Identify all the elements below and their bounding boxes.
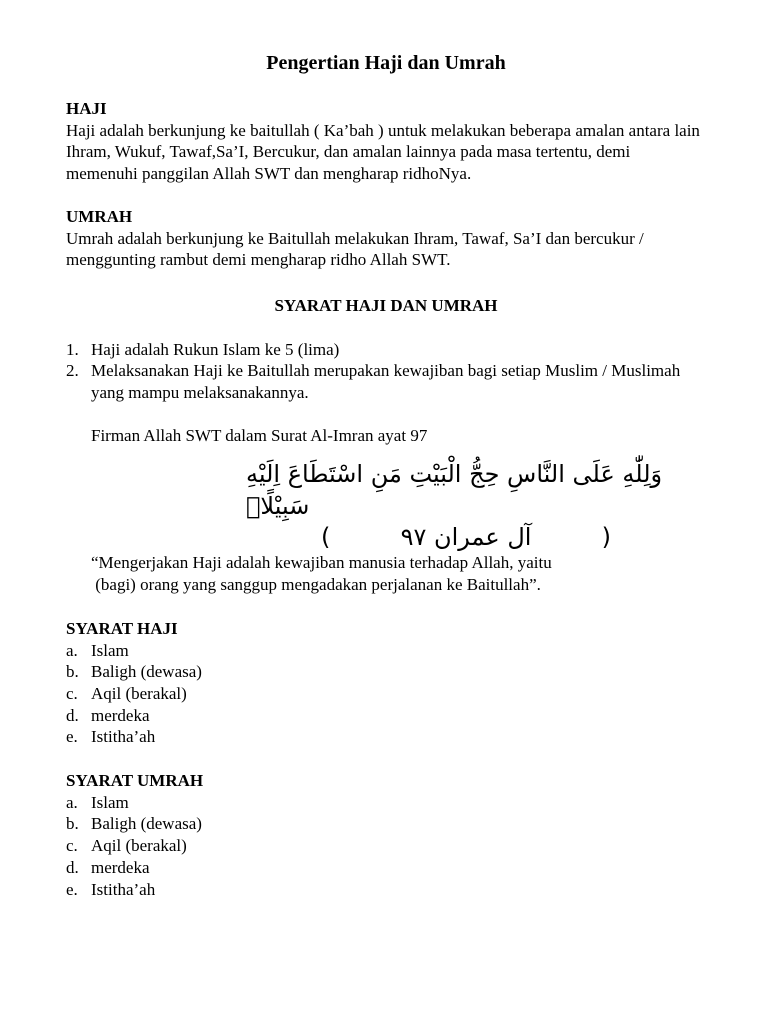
arabic-verse: وَلِلّٰهِ عَلَى النَّاسِ حِجُّ الْبَيْتِ مَنِ اسْتَطَاعَ اِلَيْهِ سَبِيْلًاۗ — [246, 460, 663, 521]
list-marker: c. — [66, 683, 78, 703]
list-item — [66, 360, 706, 403]
ref-paren-close: ) — [321, 523, 331, 552]
haji-heading: HAJI — [66, 99, 107, 118]
list-item — [66, 813, 706, 835]
haji-definition: Haji adalah berkunjung ke baitullah ( Ka’bah ) untuk melakukan beberapa amalan antara lain Ihram, Wukuf, Tawaf,Sa’I, Bercukur, dan amalan lainnya pada masa tertentu, demi memenuhi panggilan Allah SWT dan mengharap ridhoNya. — [66, 120, 700, 184]
translation-line-2: (bagi) orang yang sanggup mengadakan perjalanan ke Baitullah”. — [91, 575, 541, 595]
list-item-text: Aqil (berakal) — [91, 683, 187, 703]
list-item-text: Islam — [91, 792, 129, 812]
list-marker: d. — [66, 857, 79, 877]
list-item-text: Baligh (dewasa) — [91, 814, 202, 834]
syarat-section-title: SYARAT HAJI DAN UMRAH — [274, 295, 498, 315]
numbered-list — [66, 339, 706, 404]
list-item-text: Aqil (berakal) — [91, 836, 187, 856]
list-item — [66, 640, 706, 662]
translation-line-1: “Mengerjakan Haji adalah kewajiban manusia terhadap Allah, yaitu — [91, 553, 552, 573]
document-page — [66, 50, 706, 900]
arabic-verse-reference — [321, 522, 611, 552]
list-marker: b. — [66, 814, 79, 834]
list-item — [66, 726, 706, 748]
ref-paren-open: ( — [601, 523, 611, 552]
list-item-text: Istitha’ah — [91, 727, 156, 747]
list-marker: e. — [66, 727, 78, 747]
syarat-umrah-list — [66, 792, 706, 901]
syarat-umrah-section — [66, 770, 706, 900]
list-item — [66, 661, 706, 683]
list-item-text: merdeka — [91, 705, 150, 725]
list-item — [66, 857, 706, 879]
list-item — [66, 792, 706, 814]
list-marker: a. — [66, 792, 78, 812]
list-item — [66, 835, 706, 857]
list-marker: d. — [66, 705, 79, 725]
umrah-section — [66, 206, 706, 271]
list-item-text: Islam — [91, 640, 129, 660]
ref-surah: آل عمران ٩٧ — [400, 523, 532, 552]
syarat-haji-section — [66, 618, 706, 748]
list-marker: e. — [66, 879, 78, 899]
list-item-text: Baligh (dewasa) — [91, 662, 202, 682]
list-marker: a. — [66, 640, 78, 660]
list-item-text: Haji adalah Rukun Islam ke 5 (lima) — [91, 339, 340, 359]
list-item — [66, 339, 706, 361]
list-marker: 2. — [66, 361, 79, 381]
syarat-haji-list — [66, 640, 706, 749]
firman-intro: Firman Allah SWT dalam Surat Al-Imran ayat 97 — [91, 425, 428, 445]
list-item — [66, 879, 706, 901]
umrah-definition: Umrah adalah berkunjung ke Baitullah melakukan Ihram, Tawaf, Sa’I dan bercukur / menggunting rambut demi mengharap ridho Allah SWT. — [66, 228, 644, 270]
list-item — [66, 705, 706, 727]
syarat-umrah-heading: SYARAT UMRAH — [66, 771, 204, 791]
page-title: Pengertian Haji dan Umrah — [266, 52, 506, 74]
umrah-heading: UMRAH — [66, 206, 133, 226]
haji-section — [66, 98, 706, 185]
list-item-text: Melaksanakan Haji ke Baitullah merupakan kewajiban bagi setiap Muslim / Muslimah yang mampu melaksanakannya. — [91, 361, 681, 403]
list-item-text: merdeka — [91, 857, 150, 877]
list-marker: 1. — [66, 339, 79, 359]
list-item-text: Istitha’ah — [91, 879, 156, 899]
list-item — [66, 683, 706, 705]
list-marker: c. — [66, 836, 78, 856]
list-marker: b. — [66, 662, 79, 682]
syarat-haji-heading: SYARAT HAJI — [66, 618, 178, 638]
